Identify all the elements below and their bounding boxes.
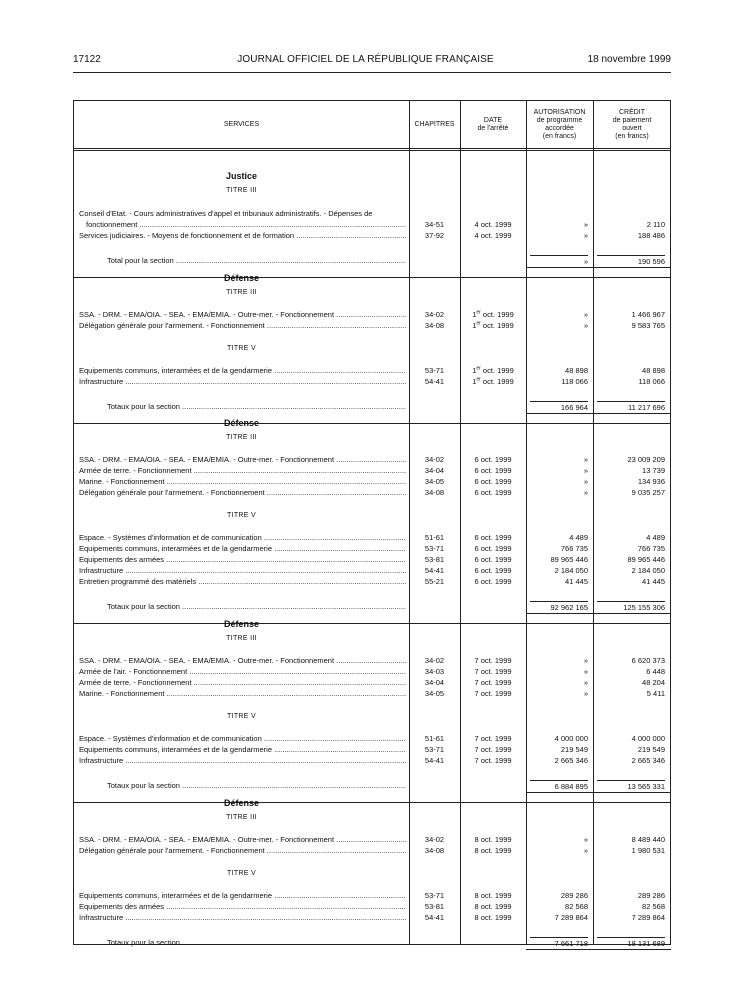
decree-date: 8 oct. 1999 [474, 846, 512, 855]
table-row [74, 688, 670, 699]
table-row [74, 845, 670, 856]
decree-date: 4 oct. 1999 [474, 220, 512, 229]
chapter-code: 34-08 [424, 321, 445, 330]
publication-date: 18 novembre 1999 [587, 54, 671, 65]
chapter-code: 54-41 [424, 913, 445, 922]
section-total-row [74, 780, 670, 791]
programme-authorization: 4 489 [569, 533, 588, 542]
service-label: fonctionnement ..... [86, 219, 406, 230]
table-row [74, 465, 670, 476]
service-label: Délégation générale pour l'armement. - Fonctionnement ..... [79, 845, 406, 856]
payment-credit: 766 735 [637, 544, 665, 553]
table-row [74, 912, 670, 923]
total-credit: 13 565 331 [597, 780, 665, 792]
chapter-code: 53-81 [424, 902, 445, 911]
column-header-credit: CRÉDIT de paiement ouvert (en francs) [612, 108, 652, 140]
decree-date: 1er oct. 1999 [472, 376, 514, 386]
chapter-code: 37-92 [424, 231, 445, 240]
service-label: Armée de terre. - Fonctionnement ..... [79, 677, 406, 688]
payment-credit: 1 466 967 [631, 310, 665, 319]
payment-credit: 2 184 050 [631, 566, 665, 575]
total-label: Totaux pour la section ..... [107, 401, 406, 412]
service-label: Equipements communs, interarmées et de la gendarmerie ..... [79, 744, 406, 755]
programme-authorization: » [583, 321, 588, 330]
titre-heading: TITRE V [227, 512, 256, 519]
titre-heading: TITRE III [226, 635, 257, 642]
total-authorization: 6 884 895 [530, 780, 588, 792]
decree-date: 8 oct. 1999 [474, 913, 512, 922]
decree-date: 7 oct. 1999 [474, 734, 512, 743]
programme-authorization: 219 549 [560, 745, 588, 754]
service-label: Equipements communs, interarmées et de la gendarmerie ..... [79, 543, 406, 554]
titre-heading: TITRE V [227, 345, 256, 352]
chapter-code: 34-05 [424, 689, 445, 698]
chapter-code: 34-02 [424, 310, 445, 319]
payment-credit: 9 035 257 [631, 488, 665, 497]
appropriations-table [73, 100, 671, 948]
header-rule [73, 72, 671, 73]
total-label: Totaux pour la section ..... [107, 937, 406, 948]
programme-authorization: 89 965 446 [550, 555, 588, 564]
table-row [74, 565, 670, 576]
titre-heading: TITRE III [226, 289, 257, 296]
table-row [74, 543, 670, 554]
service-label: Marine. - Fonctionnement ..... [79, 688, 406, 699]
programme-authorization: 4 000 000 [554, 734, 588, 743]
table-row [74, 744, 670, 755]
decree-date: 4 oct. 1999 [474, 231, 512, 240]
decree-date: 7 oct. 1999 [474, 689, 512, 698]
section-title: Défense [223, 273, 259, 283]
table-row [74, 376, 670, 387]
table-row [74, 365, 670, 376]
table-row [74, 532, 670, 543]
total-label: Totaux pour la section ..... [107, 780, 406, 791]
table-row [74, 454, 670, 465]
total-authorization: 166 964 [530, 401, 588, 413]
service-label: Services judiciaires. - Moyens de fonctionnement et de formation ..... [79, 230, 406, 241]
section-title: Défense [223, 619, 259, 629]
chapter-code: 34-02 [424, 835, 445, 844]
programme-authorization: » [583, 231, 588, 240]
decree-date: 6 oct. 1999 [474, 455, 512, 464]
total-underline [526, 792, 671, 793]
payment-credit: 4 489 [646, 533, 665, 542]
table-row [74, 309, 670, 320]
payment-credit: 1 980 531 [631, 846, 665, 855]
service-label: Délégation générale pour l'armement. - Fonctionnement ..... [79, 487, 406, 498]
decree-date: 7 oct. 1999 [474, 756, 512, 765]
section-title: Justice [225, 171, 258, 181]
programme-authorization: 2 665 346 [554, 756, 588, 765]
table-row [74, 320, 670, 331]
programme-authorization: » [583, 689, 588, 698]
programme-authorization: » [583, 667, 588, 676]
service-label: SSA. - DRM. - EMA/OIA. - SEA. - EMA/EMIA. - Outre-mer. - Fonctionnement ..... [79, 309, 406, 320]
table-row [74, 890, 670, 901]
total-credit: 11 217 696 [597, 401, 665, 413]
programme-authorization: 48 898 [565, 366, 588, 375]
programme-authorization: 2 184 050 [554, 566, 588, 575]
table-row [74, 219, 670, 230]
section-total-row [74, 401, 670, 412]
service-label: Espace. - Systèmes d'information et de communication ..... [79, 532, 406, 543]
chapter-code: 34-02 [424, 455, 445, 464]
chapter-code: 54-41 [424, 756, 445, 765]
decree-date: 6 oct. 1999 [474, 488, 512, 497]
table-row [74, 834, 670, 845]
service-label: Infrastructure ..... [79, 912, 406, 923]
payment-credit: 89 965 446 [627, 555, 665, 564]
programme-authorization: » [583, 466, 588, 475]
payment-credit: 7 289 864 [631, 913, 665, 922]
chapter-code: 34-02 [424, 656, 445, 665]
table-row [74, 576, 670, 587]
table-row [74, 230, 670, 241]
section-total-row [74, 937, 670, 948]
service-label: Infrastructure ..... [79, 755, 406, 766]
decree-date: 6 oct. 1999 [474, 477, 512, 486]
chapter-code: 53-71 [424, 544, 445, 553]
total-authorization: 92 962 165 [530, 601, 588, 613]
payment-credit: 118 066 [638, 377, 665, 386]
titre-heading: TITRE III [226, 434, 257, 441]
decree-date: 7 oct. 1999 [474, 656, 512, 665]
payment-credit: 6 448 [646, 667, 665, 676]
titre-heading: TITRE V [227, 713, 256, 720]
payment-credit: 48 898 [642, 366, 665, 375]
programme-authorization: » [583, 310, 588, 319]
total-credit: 18 131 689 [597, 937, 665, 949]
chapter-code: 34-03 [424, 667, 445, 676]
programme-authorization: 289 286 [560, 891, 588, 900]
programme-authorization: » [583, 678, 588, 687]
table-row [74, 666, 670, 677]
decree-date: 7 oct. 1999 [474, 667, 512, 676]
programme-authorization: 118 066 [561, 377, 588, 386]
total-underline [526, 413, 671, 414]
page-number: 17122 [73, 54, 101, 65]
table-header [74, 101, 670, 149]
chapter-code: 55-21 [424, 577, 445, 586]
table-row [74, 554, 670, 565]
chapter-code: 54-41 [424, 377, 445, 386]
table-row [74, 476, 670, 487]
programme-authorization: » [583, 656, 588, 665]
table-row [74, 733, 670, 744]
total-authorization: 7 661 718 [530, 937, 588, 949]
total-label: Totaux pour la section ..... [107, 601, 406, 612]
chapter-code: 34-04 [424, 466, 445, 475]
payment-credit: 6 620 373 [631, 656, 665, 665]
section-total-row [74, 255, 670, 266]
service-label: Infrastructure ..... [79, 565, 406, 576]
payment-credit: 13 739 [642, 466, 665, 475]
decree-date: 1er oct. 1999 [472, 309, 514, 319]
chapter-code: 34-05 [424, 477, 445, 486]
journal-title: JOURNAL OFFICIEL DE LA RÉPUBLIQUE FRANÇAISE [237, 54, 494, 65]
total-underline [526, 949, 671, 950]
titre-heading: TITRE V [227, 870, 256, 877]
payment-credit: 2 110 [646, 220, 665, 229]
programme-authorization: 766 735 [560, 544, 588, 553]
payment-credit: 48 204 [642, 678, 665, 687]
column-header-date: DATE de l'arrêté [477, 116, 509, 132]
decree-date: 8 oct. 1999 [474, 835, 512, 844]
chapter-code: 51-61 [424, 533, 445, 542]
service-label: Equipements communs, interarmées et de la gendarmerie ..... [79, 365, 406, 376]
titre-heading: TITRE III [226, 814, 257, 821]
decree-date: 1er oct. 1999 [472, 320, 514, 330]
chapter-code: 54-41 [424, 566, 445, 575]
service-label: Conseil d'Etat. - Cours administratives d'appel et tribunaux administratifs. - Dépenses de [79, 209, 373, 218]
payment-credit: 9 583 765 [631, 321, 665, 330]
programme-authorization: » [583, 220, 588, 229]
decree-date: 6 oct. 1999 [474, 533, 512, 542]
total-underline [526, 613, 671, 614]
programme-authorization: 82 568 [565, 902, 588, 911]
payment-credit: 8 489 440 [631, 835, 665, 844]
service-label: Equipements communs, interarmées et de la gendarmerie ..... [79, 890, 406, 901]
chapter-code: 53-71 [424, 745, 445, 754]
payment-credit: 82 568 [642, 902, 665, 911]
decree-date: 6 oct. 1999 [474, 577, 512, 586]
header-double-rule [74, 150, 670, 151]
decree-date: 8 oct. 1999 [474, 902, 512, 911]
table-row [74, 677, 670, 688]
service-label: Espace. - Systèmes d'information et de communication ..... [79, 733, 406, 744]
column-header-autorisation: AUTORISATION de programme accordée (en francs) [533, 108, 586, 140]
programme-authorization: » [583, 488, 588, 497]
decree-date: 1er oct. 1999 [472, 365, 514, 375]
service-label: Infrastructure ..... [79, 376, 406, 387]
payment-credit: 188 486 [637, 231, 665, 240]
section-title: Défense [223, 798, 259, 808]
column-header-chapitres: CHAPITRES [414, 120, 455, 128]
service-label: SSA. - DRM. - EMA/OIA. - SEA. - EMA/EMIA. - Outre-mer. - Fonctionnement ..... [79, 655, 406, 666]
chapter-code: 53-71 [424, 891, 445, 900]
table-row [74, 901, 670, 912]
programme-authorization: » [583, 835, 588, 844]
total-credit: 125 155 306 [597, 601, 665, 613]
chapter-code: 53-71 [424, 366, 445, 375]
payment-credit: 219 549 [637, 745, 665, 754]
chapter-code: 34-51 [424, 220, 445, 229]
programme-authorization: » [583, 455, 588, 464]
service-label: SSA. - DRM. - EMA/OIA. - SEA. - EMA/EMIA. - Outre-mer. - Fonctionnement ..... [79, 834, 406, 845]
decree-date: 8 oct. 1999 [474, 891, 512, 900]
service-label: Equipements des armées ..... [79, 554, 406, 565]
column-header-services: SERVICES [223, 120, 260, 128]
service-label: Equipements des armées ..... [79, 901, 406, 912]
decree-date: 6 oct. 1999 [474, 555, 512, 564]
chapter-code: 51-61 [424, 734, 445, 743]
table-row [74, 755, 670, 766]
decree-date: 7 oct. 1999 [474, 678, 512, 687]
payment-credit: 289 286 [637, 891, 665, 900]
payment-credit: 4 000 000 [631, 734, 665, 743]
titre-heading: TITRE III [226, 187, 257, 194]
decree-date: 6 oct. 1999 [474, 566, 512, 575]
total-authorization: » [530, 255, 588, 267]
chapter-code: 34-08 [424, 846, 445, 855]
payment-credit: 23 009 209 [627, 455, 665, 464]
service-label: Armée de terre. - Fonctionnement ..... [79, 465, 406, 476]
table-row [74, 208, 670, 219]
payment-credit: 5 411 [646, 689, 665, 698]
payment-credit: 134 936 [637, 477, 665, 486]
total-credit: 190 596 [597, 255, 665, 267]
programme-authorization: » [583, 846, 588, 855]
service-label: Marine. - Fonctionnement ..... [79, 476, 406, 487]
decree-date: 7 oct. 1999 [474, 745, 512, 754]
decree-date: 6 oct. 1999 [474, 544, 512, 553]
service-label: SSA. - DRM. - EMA/OIA. - SEA. - EMA/EMIA. - Outre-mer. - Fonctionnement ..... [79, 454, 406, 465]
service-label: Armée de l'air. - Fonctionnement ..... [79, 666, 406, 677]
chapter-code: 34-04 [424, 678, 445, 687]
section-title: Défense [223, 418, 259, 428]
service-label: Délégation générale pour l'armement. - Fonctionnement ..... [79, 320, 406, 331]
table-row [74, 487, 670, 498]
programme-authorization: 7 289 864 [554, 913, 588, 922]
programme-authorization: 41 445 [565, 577, 588, 586]
payment-credit: 41 445 [642, 577, 665, 586]
chapter-code: 53-81 [424, 555, 445, 564]
chapter-code: 34-08 [424, 488, 445, 497]
payment-credit: 2 665 346 [631, 756, 665, 765]
section-total-row [74, 601, 670, 612]
table-row [74, 655, 670, 666]
service-label: Entretien programmé des matériels ..... [79, 576, 406, 587]
programme-authorization: » [583, 477, 588, 486]
total-label: Total pour la section ..... [107, 255, 406, 266]
total-underline [526, 267, 671, 268]
decree-date: 6 oct. 1999 [474, 466, 512, 475]
